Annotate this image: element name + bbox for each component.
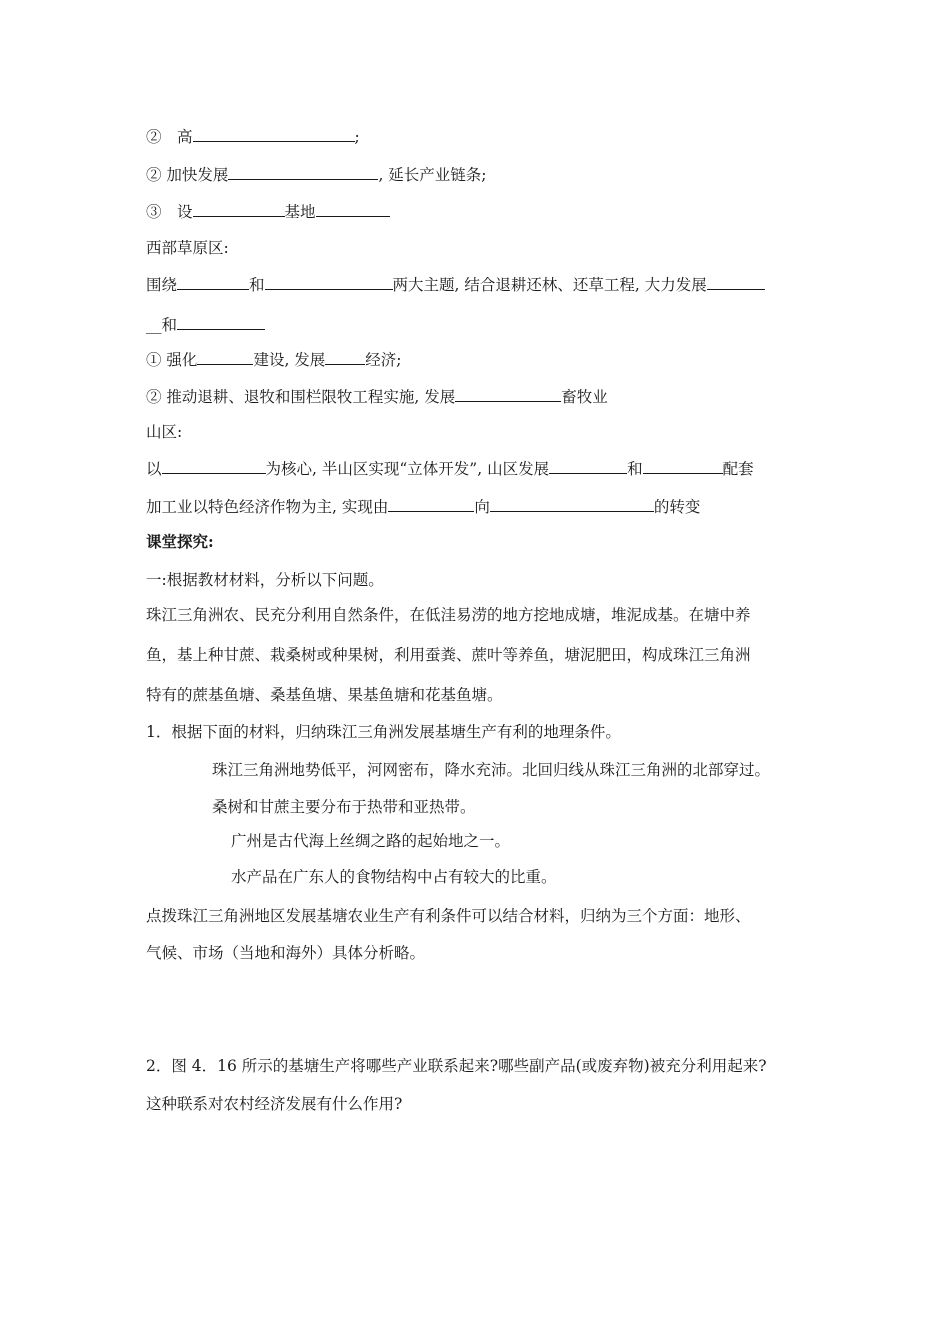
material-line: 桑树和甘蔗主要分布于热带和亚热带。	[212, 798, 476, 816]
answer-blank[interactable]	[177, 314, 265, 330]
answer-blank[interactable]	[177, 274, 249, 290]
answer-blank[interactable]	[707, 274, 765, 290]
fill-line-1: ② 高 ;	[146, 128, 360, 146]
section-title: 课堂探究:	[146, 532, 214, 551]
question-2-cont: 这种联系对农村经济发展有什么作用?	[146, 1095, 403, 1113]
fill-line-6: __和	[146, 314, 265, 335]
paragraph-line: 特有的蔗基鱼塘、桑基鱼塘、果基鱼塘和花基鱼塘。	[146, 686, 503, 704]
answer-blank[interactable]	[549, 458, 627, 474]
answer-blank[interactable]	[228, 164, 378, 180]
answer-blank[interactable]	[197, 349, 253, 365]
material-line: 广州是古代海上丝绸之路的起始地之一。	[231, 832, 511, 850]
material-line: 水产品在广东人的食物结构中占有较大的比重。	[231, 868, 557, 886]
answer-blank[interactable]	[490, 496, 654, 512]
fill-line-11: 加工业以特色经济作物为主, 实现由 向 的转变	[146, 498, 701, 516]
fill-line-8: ② 推动退耕、退牧和围栏限牧工程实施, 发展 畜牧业	[146, 388, 608, 406]
fill-line-7: ① 强化 建设, 发展 经济;	[146, 351, 402, 369]
answer-blank[interactable]	[265, 274, 393, 290]
answer-blank[interactable]	[388, 496, 474, 512]
fill-line-5: 围绕 和 两大主题, 结合退耕还林、还草工程, 大力发展	[146, 274, 765, 295]
answer-blank[interactable]	[325, 349, 365, 365]
question-1: 1．根据下面的材料，归纳珠江三角洲发展基塘生产有利的地理条件。	[146, 723, 621, 741]
hint-line: 点拨珠江三角洲地区发展基塘农业生产有利条件可以结合材料，归纳为三个方面：地形、	[146, 907, 751, 925]
paragraph-line: 鱼，基上种甘蔗、栽桑树或种果树，利用蚕粪、蔗叶等养鱼，塘泥肥田，构成珠江三角洲	[146, 646, 751, 664]
hint-line: 气候、市场（当地和海外）具体分析略。	[146, 944, 426, 962]
answer-blank[interactable]	[643, 458, 723, 474]
grassland-heading: 西部草原区:	[146, 239, 229, 257]
fill-line-10: 以 为核心, 半山区实现“立体开发”, 山区发展 和 配套	[146, 460, 754, 478]
answer-blank[interactable]	[193, 201, 285, 217]
fill-line-2: ② 加快发展 , 延长产业链条;	[146, 166, 487, 184]
question-2: 2．图 4．16 所示的基塘生产将哪些产业联系起来?哪些副产品(或废弃物)被充分利用起来?	[146, 1057, 767, 1075]
mountain-heading: 山区:	[146, 423, 183, 441]
fill-line-3: ③ 设 基地	[146, 201, 390, 222]
material-line: 珠江三角洲地势低平，河网密布，降水充沛。北回归线从珠江三角洲的北部穿过。	[212, 761, 771, 779]
answer-blank[interactable]	[316, 201, 390, 217]
intro-text: 一:根据教材材料，分析以下问题。	[146, 571, 384, 589]
answer-blank[interactable]	[193, 126, 355, 142]
paragraph-line: 珠江三角洲农、民充分利用自然条件，在低洼易涝的地方挖地成塘，堆泥成基。在塘中养	[146, 606, 751, 624]
answer-blank[interactable]	[455, 386, 561, 402]
answer-blank[interactable]	[162, 458, 266, 474]
